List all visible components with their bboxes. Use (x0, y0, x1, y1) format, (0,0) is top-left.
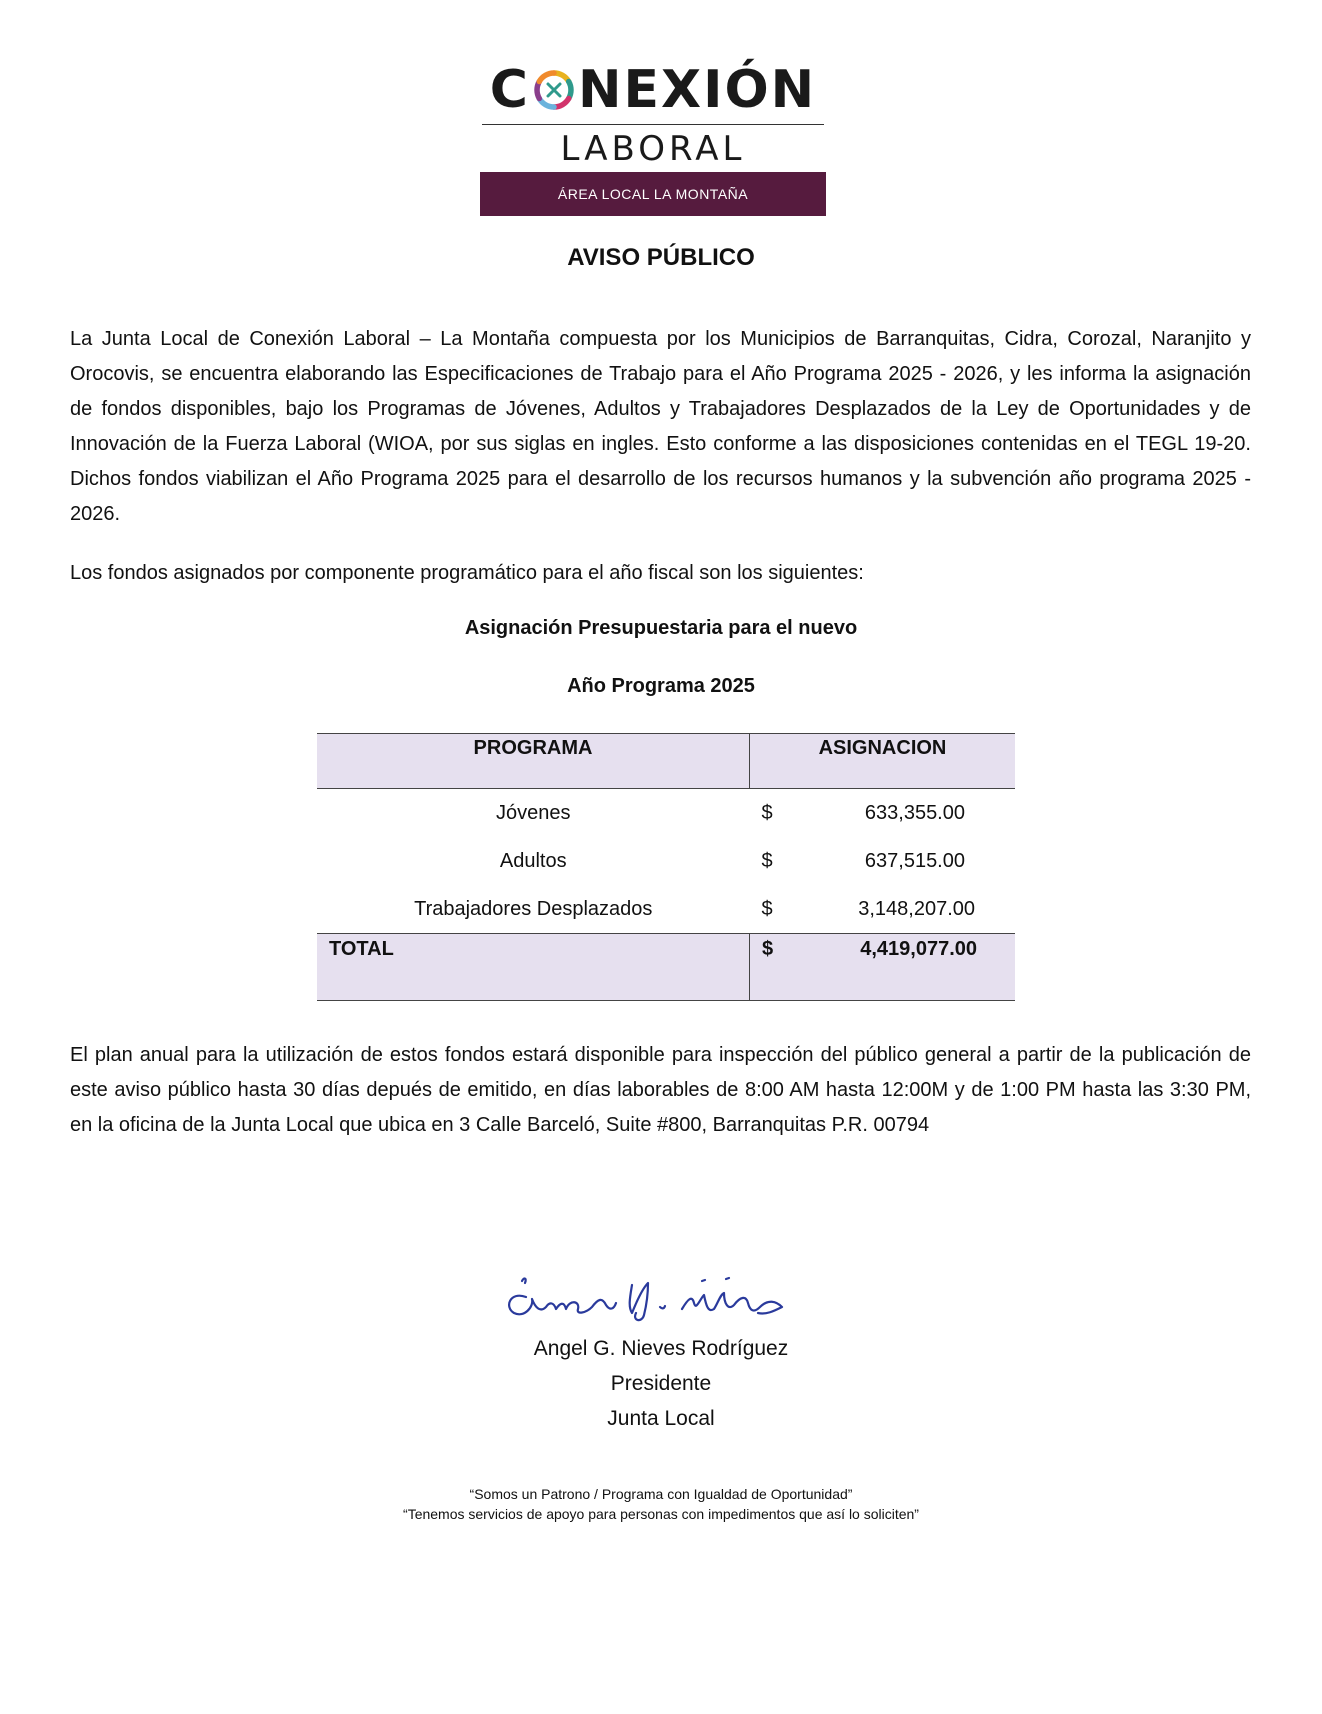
logo-ring-icon (532, 68, 576, 112)
budget-row-adultos (317, 837, 1015, 885)
total-label: TOTAL (317, 934, 750, 1001)
signature-stroke (702, 1280, 705, 1281)
plan-paragraph: El plan anual para la utilización de estos fondos estará disponible para inspección del público general a partir de la publicación de este aviso público hasta 30 días depués de emitido, en días laborables de 8:00 AM hasta 12:00M y de 1:00 PM hasta las 3:30 PM, en la oficina de la Junta Local que ubica en 3 Calle Barceló, Suite #800, Barranquitas P.R. 00794 (70, 1044, 1251, 1136)
row-program: Trabajadores Desplazados (414, 897, 653, 920)
signature-stroke (660, 1306, 665, 1308)
handwritten-signature (502, 1263, 812, 1323)
footer-line1: “Somos un Patrono / Programa con Igualdad de Oportunidad” (469, 1486, 853, 1502)
total-amount: 4,419,077.00 (808, 934, 1015, 1001)
footer (0, 1484, 1322, 1524)
signer-role: Presidente (610, 1372, 712, 1395)
signer-name: Angel G. Nieves Rodríguez (533, 1337, 789, 1360)
row-amount: 637,515.00 (864, 849, 965, 872)
row-currency: $ (761, 897, 773, 920)
row-program: Jóvenes (496, 801, 571, 824)
row-amount: 3,148,207.00 (858, 897, 975, 920)
logo-letter-c: C (489, 60, 530, 120)
row-currency: $ (761, 849, 773, 872)
footer-line2: “Tenemos servicios de apoyo para personas con impedimentos que así lo soliciten” (403, 1506, 919, 1522)
header-programa: PROGRAMA (317, 734, 750, 789)
header-asignacion: ASIGNACION (750, 734, 1016, 789)
signature-stroke (630, 1283, 648, 1320)
table-caption-line1: Asignación Presupuestaria para el nuevo (464, 617, 858, 639)
budget-row-jovenes (317, 789, 1015, 838)
row-program: Adultos (499, 849, 567, 872)
signature-stroke (682, 1293, 782, 1314)
logo-ring-inner (548, 84, 560, 96)
area-banner (480, 172, 826, 216)
signature-stroke (509, 1296, 616, 1315)
logo-subtitle: LABORAL (560, 129, 746, 169)
table-caption-line2: Año Programa 2025 (567, 675, 755, 697)
logo-ring-segment (539, 73, 554, 82)
funds-intro: Los fondos asignados por componente programático para el año fiscal son los siguientes: (70, 562, 864, 584)
signature-block (0, 1331, 1322, 1436)
logo (480, 62, 826, 169)
area-banner-label: ÁREA LOCAL LA MONTAÑA (557, 186, 749, 202)
budget-row-desplazados (317, 885, 1015, 934)
budget-table (317, 733, 1015, 1001)
intro-paragraph: La Junta Local de Conexión Laboral – La Montaña compuesta por los Municipios de Barranquitas, Cidra, Corozal, Naranjito y Orocovis, se encuentra elaborando las Especificaciones de Trabajo para el Año Programa 2025 - 2026, y les informa la asignación de fondos disponibles, bajo los Programas de Jóvenes, Adultos y Trabajadores Desplazados de la Ley de Oportunidades y de Innovación de la Fuerza Laboral (WIOA, por sus siglas en ingles. Esto conforme a las disposiciones contenidas en el TEGL 19-20. Dichos fondos viabilizan el Año Programa 2025 para el desarrollo de los recursos humanos y la subvención año programa 2025 - 2026. (70, 328, 1251, 525)
signer-organization: Junta Local (607, 1407, 715, 1430)
logo-divider (482, 124, 824, 125)
logo-wordmark (480, 62, 826, 118)
notice-title: AVISO PÚBLICO (567, 244, 755, 271)
budget-total-row (317, 934, 1015, 1001)
row-currency: $ (761, 801, 773, 824)
total-currency: $ (750, 934, 809, 1001)
signature-stroke (726, 1278, 729, 1279)
budget-header-row (317, 734, 1015, 789)
signature-stroke (522, 1279, 526, 1283)
row-amount: 633,355.00 (864, 801, 965, 824)
logo-letters-nexion: NEXIÓN (577, 60, 817, 120)
